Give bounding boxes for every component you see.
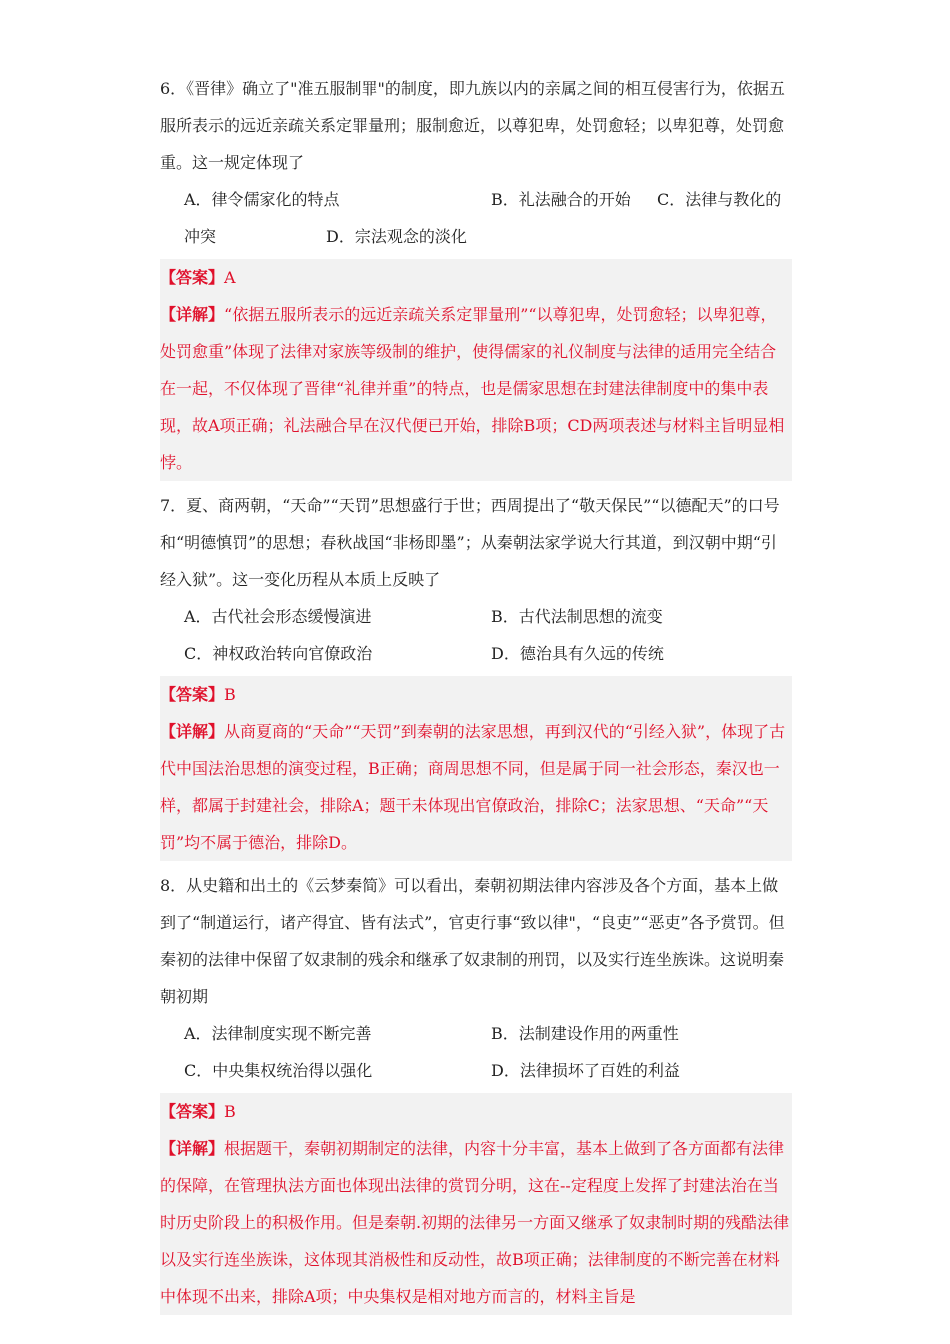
detail-tag: 【详解】 (160, 1139, 225, 1158)
question-stem: 7．夏、商两朝，“天命”“天罚”思想盛行于世；西周提出了“敬天保民”“以德配天”的口号和“明德慎罚”的思想；春秋战国“非杨即墨”；从秦朝法家学说大行其道，到汉朝中期“引经入狱”。这一变化历程从本质上反映了 (160, 496, 780, 589)
question-6 (160, 70, 792, 481)
answer-value: A (224, 268, 236, 287)
answer-line (160, 1093, 792, 1130)
options-row (160, 181, 792, 218)
option-c: C．中央集权统治得以强化 (184, 1061, 373, 1080)
page-content (160, 70, 792, 1321)
option-d: D．宗法观念的淡化 (326, 227, 467, 246)
detail-body: 根据题干，秦朝初期制定的法律，内容十分丰富，基本上做到了各方面都有法律的保障，在管理执法方面也体现出法律的赏罚分明，这在--定程度上发挥了封建法治在当时历史阶段上的积极作用。但是秦朝.初期的法律另一方面又继承了奴隶制时期的残酷法律以及实行连坐族诛，这体现其消极性和反动性，故B项正确；法律制度的不断完善在材料中体现不出来，排除A项；中央集权是相对地方而言的，材料主旨是 (160, 1139, 790, 1306)
detail-text (160, 296, 792, 481)
answer-tag: 【答案】 (160, 1102, 225, 1121)
answer-line (160, 259, 792, 296)
question-7 (160, 487, 792, 861)
answer-block (160, 259, 792, 481)
option-b: B．法制建设作用的两重性 (491, 1024, 679, 1043)
option-b: B．古代法制思想的流变 (491, 607, 663, 626)
option-d: D．德治具有久远的传统 (491, 644, 664, 663)
detail-body: 从商夏商的“天命”“天罚”到秦朝的法家思想，再到汉代的“引经入狱”，体现了古代中国法治思想的演变过程，B正确；商周思想不同，但是属于同一社会形态，秦汉也一样，都属于封建社会，排除A；题干未体现出官僚政治，排除C；法家思想、“天命”“天罚”均不属于德治，排除D。 (160, 722, 786, 852)
answer-block (160, 676, 792, 861)
question-stem: 8．从史籍和出土的《云梦秦简》可以看出，秦朝初期法律内容涉及各个方面，基本上做到了“制道运行，诸产得宜、皆有法式”，官吏行事“致以律"，“良吏”“恶吏”各予赏罚。但秦初的法律中保留了奴隶制的残余和继承了奴隶制的刑罚，以及实行连坐族诛。这说明秦朝初期 (160, 876, 785, 1006)
option-b: B．礼法融合的开始 (491, 190, 631, 209)
answer-tag: 【答案】 (160, 685, 225, 704)
option-a: A．律令儒家化的特点 (184, 190, 340, 209)
answer-value: B (224, 1102, 236, 1121)
option-a: A．法律制度实现不断完善 (184, 1024, 372, 1043)
question-stem: 6．《晋律》确立了"准五服制罪"的制度，即九族以内的亲属之间的相互侵害行为，依据五服所表示的远近亲疏关系定罪量刑；服制愈近，以尊犯卑，处罚愈轻；以卑犯尊，处罚愈重。这一规定体现了 (160, 79, 785, 172)
options-row (160, 598, 792, 635)
option-c: C．法律与教化的 (657, 190, 782, 209)
detail-body: “依据五服所表示的远近亲疏关系定罪量刑”“以尊犯卑，处罚愈轻；以卑犯尊，处罚愈重”体现了法律对家族等级制的维护，使得儒家的礼仪制度与法律的适用完全结合在一起，不仅体现了晋律“礼律并重”的特点，也是儒家思想在封建法律制度中的集中表现，故A项正确；礼法融合早在汉代便已开始，排除B项；CD两项表述与材料主旨明显相悖。 (160, 305, 785, 472)
options-row (160, 1052, 792, 1089)
detail-text (160, 1130, 792, 1315)
options-row (160, 218, 792, 255)
option-c-continued: 冲突 (184, 227, 217, 246)
question-8 (160, 867, 792, 1315)
answer-tag: 【答案】 (160, 268, 225, 287)
options-row (160, 1015, 792, 1052)
answer-block (160, 1093, 792, 1315)
option-c: C．神权政治转向官僚政治 (184, 644, 373, 663)
detail-tag: 【详解】 (160, 722, 225, 741)
option-d: D．法律损坏了百姓的利益 (491, 1061, 680, 1080)
detail-text (160, 713, 792, 861)
options-row (160, 635, 792, 672)
option-a: A．古代社会形态缓慢演进 (184, 607, 372, 626)
answer-value: B (224, 685, 236, 704)
answer-line (160, 676, 792, 713)
detail-tag: 【详解】 (160, 305, 225, 324)
